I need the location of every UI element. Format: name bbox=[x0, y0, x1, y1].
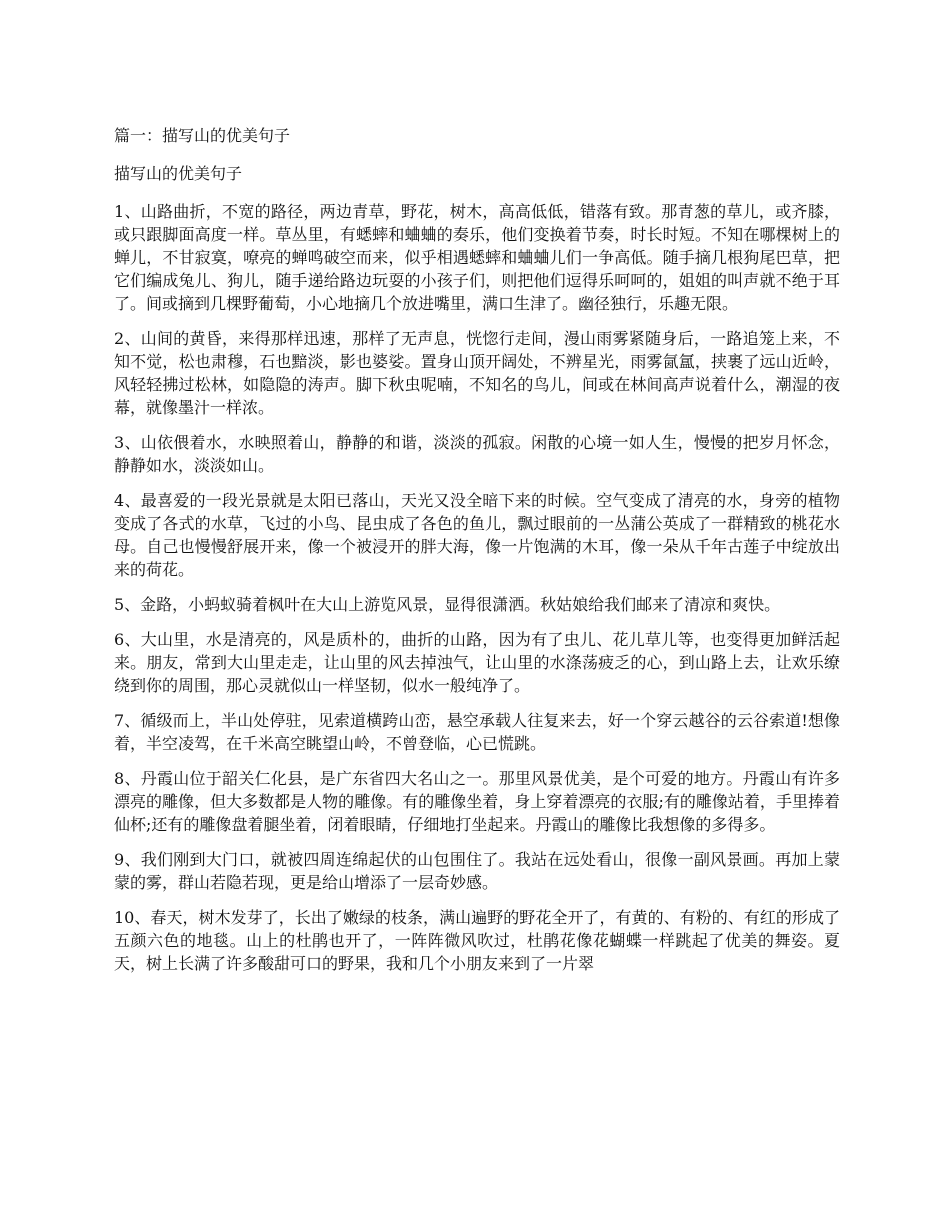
paragraph-1: 1、山路曲折，不宽的路径，两边青草，野花，树木，高高低低，错落有致。那青葱的草儿，或齐膝，或只跟脚面高度一样。草丛里，有蟋蟀和蛐蛐的奏乐，他们变换着节奏，时长时短。不知在哪棵树上的蝉儿，不甘寂寞，嘹亮的蝉鸣破空而来，似乎相遇蟋蟀和蛐蛐儿们一争高低。随手摘几根狗尾巴草，把它们编成兔儿、狗儿，随手递给路边玩耍的小孩子们，则把他们逗得乐呵呵的，姐姐的叫声就不绝于耳了。间或摘到几棵野葡萄，小心地摘几个放进嘴里，满口生津了。幽径独行，乐趣无限。 bbox=[114, 202, 840, 313]
paragraph-7: 7、循级而上，半山处停驻，见索道横跨山峦，悬空承载人往复来去，好一个穿云越谷的云谷索道!想像着，半空凌驾，在千米高空眺望山岭，不曾登临，心已慌跳。 bbox=[114, 711, 840, 753]
paragraph-6: 6、大山里，水是清亮的，风是质朴的，曲折的山路，因为有了虫儿、花儿草儿等，也变得更加鲜活起来。朋友，常到大山里走走，让山里的风去掉浊气，让山里的水涤荡疲乏的心，到山路上去，让欢乐缭绕到你的周围，那心灵就似山一样坚韧，似水一般纯净了。 bbox=[114, 630, 840, 695]
paragraph-2: 2、山间的黄昏，来得那样迅速，那样了无声息，恍惚行走间，漫山雨雾紧随身后，一路追笼上来，不知不觉，松也肃穆，石也黯淡，影也婆娑。置身山顶开阔处，不辨星光，雨雾氤氲，挟裹了远山近岭，风轻轻拂过松林，如隐隐的涛声。脚下秋虫呢喃，不知名的鸟儿，间或在林间高声说着什么，潮湿的夜幕，就像墨汁一样浓。 bbox=[114, 329, 840, 417]
document-title: 篇一：描写山的优美句子 bbox=[114, 126, 291, 145]
paragraph-8: 8、丹霞山位于韶关仁化县，是广东省四大名山之一。那里风景优美，是个可爱的地方。丹霞山有许多漂亮的雕像，但大多数都是人物的雕像。有的雕像坐着，身上穿着漂亮的衣服;有的雕像站着，手里捧着仙杯;还有的雕像盘着腿坐着，闭着眼睛，仔细地打坐起来。丹霞山的雕像比我想像的多得多。 bbox=[114, 769, 840, 834]
document-subtitle: 描写山的优美句子 bbox=[114, 164, 243, 183]
paragraph-10: 10、春天，树木发芽了，长出了嫩绿的枝条，满山遍野的野花全开了，有黄的、有粉的、有红的形成了五颜六色的地毯。山上的杜鹃也开了，一阵阵微风吹过，杜鹃花像花蝴蝶一样跳起了优美的舞姿。夏天，树上长满了许多酸甜可口的野果，我和几个小朋友来到了一片翠 bbox=[114, 908, 840, 973]
paragraph-5: 5、金路，小蚂蚁骑着枫叶在大山上游览风景，显得很潇洒。秋姑娘给我们邮来了清凉和爽快。 bbox=[114, 595, 781, 614]
paragraph-4: 4、最喜爱的一段光景就是太阳已落山，天光又没全暗下来的时候。空气变成了清亮的水，身旁的植物变成了各式的水草，飞过的小鸟、昆虫成了各色的鱼儿，飘过眼前的一丛蒲公英成了一群精致的桃花水母。自己也慢慢舒展开来，像一个被浸开的胖大海，像一片饱满的木耳，像一朵从千年古莲子中绽放出来的荷花。 bbox=[114, 491, 840, 579]
paragraph-3: 3、山依偎着水，水映照着山，静静的和谐，淡淡的孤寂。闲散的心境一如人生，慢慢的把岁月怀念，静静如水，淡淡如山。 bbox=[114, 433, 840, 475]
paragraph-9: 9、我们刚到大门口，就被四周连绵起伏的山包围住了。我站在远处看山，很像一副风景画。再加上蒙蒙的雾，群山若隐若现，更是给山增添了一层奇妙感。 bbox=[114, 850, 840, 892]
document-page bbox=[114, 124, 840, 987]
